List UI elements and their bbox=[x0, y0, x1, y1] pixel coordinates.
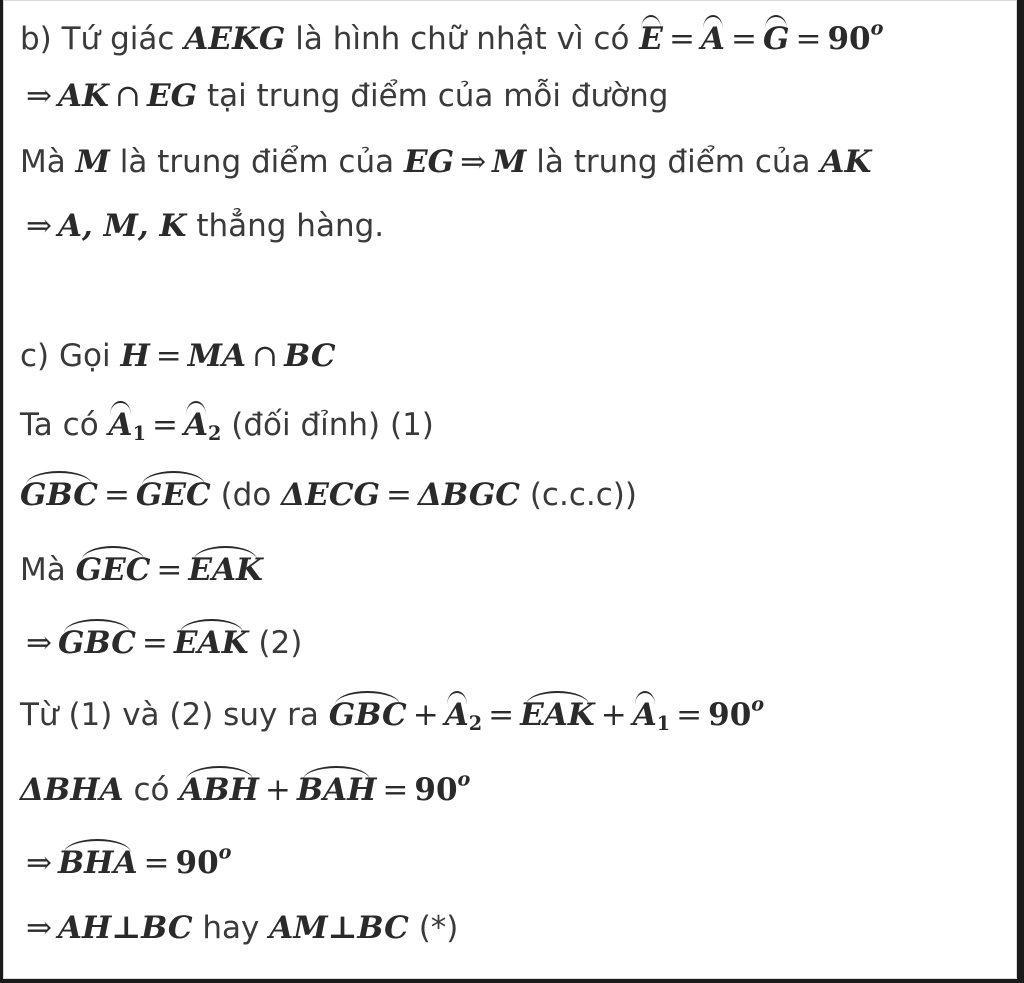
angle-hat: A bbox=[445, 691, 469, 731]
angle-hat: A bbox=[184, 401, 208, 441]
subscript: 2 bbox=[468, 711, 483, 735]
line-collinear: ⇒ A, M, K thẳng hàng. bbox=[26, 208, 385, 244]
math: MA bbox=[187, 338, 247, 374]
math: M bbox=[75, 144, 110, 180]
degree-sup: o bbox=[457, 767, 471, 791]
line-perpendicular: ⇒ AH⊥BC hay AM⊥BC (*) bbox=[26, 910, 459, 946]
angle-hat: A bbox=[701, 15, 725, 55]
subscript: 1 bbox=[132, 421, 146, 445]
angle-hat: GEC bbox=[136, 471, 211, 511]
math: AH⊥BC bbox=[57, 910, 193, 946]
math: ΔBGC bbox=[417, 477, 520, 513]
angle-hat: ABH bbox=[179, 766, 259, 806]
line-triangle-bha: ΔBHA có ABH + BAH = $90^o$ bbox=[20, 767, 471, 808]
text: (c.c.c)) bbox=[529, 477, 637, 513]
math: EG bbox=[146, 78, 198, 114]
line-diagonals: ⇒ AK ∩ EG tại trung điểm của mỗi đường bbox=[26, 78, 669, 114]
line-sum: Từ (1) và (2) suy ra GBC + $A_2$ = EAK + $A_1 = 90^o$ bbox=[20, 692, 765, 735]
text: b) Tứ giác bbox=[20, 21, 175, 57]
text: Mà bbox=[20, 552, 66, 588]
line-gbc-eak: ⇒ GBC = EAK (2) bbox=[20, 619, 302, 659]
math: BC bbox=[284, 338, 336, 374]
angle-hat: BAH bbox=[297, 766, 377, 806]
angle-hat: A bbox=[109, 401, 133, 441]
text: (2) bbox=[258, 625, 303, 661]
angle-hat: GEC bbox=[76, 546, 151, 586]
math: M bbox=[492, 144, 527, 180]
line-midpoint: Mà M là trung điểm của EG ⇒ M là trung điểm của AK bbox=[20, 144, 872, 180]
math: H bbox=[120, 338, 150, 374]
angle-hat: BHA bbox=[58, 839, 138, 879]
line-vertical-angles: Ta có $A_1 = A_2$ (đối đỉnh) (1) bbox=[20, 401, 434, 443]
text: Ta có bbox=[20, 407, 99, 443]
text: Mà bbox=[20, 144, 66, 180]
math: AEKG bbox=[184, 21, 286, 57]
number: 90 bbox=[708, 697, 752, 733]
angle-hat: EAK bbox=[174, 619, 249, 659]
line-bha-90: ⇒ BHA = $90^o$ bbox=[26, 840, 232, 881]
angle-hat: GBC bbox=[20, 471, 98, 511]
angle-hat: GBC bbox=[329, 691, 407, 731]
angle-hat: A bbox=[633, 691, 657, 731]
number: 90 bbox=[414, 772, 458, 808]
math: AM⊥BC bbox=[269, 910, 409, 946]
number: 90 bbox=[827, 21, 871, 57]
angle-hat: EAK bbox=[188, 546, 263, 586]
angle-hat: EAK bbox=[520, 691, 595, 731]
line-congruent: GBC = GEC (do ΔECG = ΔBGC (c.c.c)) bbox=[20, 471, 637, 511]
math: AK bbox=[57, 78, 109, 114]
line-c-define-h: c) Gọi H = MA ∩ BC bbox=[20, 338, 336, 374]
text: (*) bbox=[418, 910, 459, 946]
angle-hat: E bbox=[639, 15, 663, 55]
text: (do bbox=[220, 477, 272, 513]
math: AK bbox=[820, 144, 872, 180]
subscript: 1 bbox=[656, 711, 671, 735]
text: (đối đỉnh) (1) bbox=[231, 407, 434, 443]
math: EG bbox=[403, 144, 455, 180]
angle-hat: GBC bbox=[58, 619, 136, 659]
text: tại trung điểm của mỗi đường bbox=[206, 78, 669, 114]
text: là trung điểm của bbox=[536, 144, 811, 180]
text: là trung điểm của bbox=[119, 144, 395, 180]
math: ΔBHA bbox=[20, 772, 124, 808]
text: hay bbox=[202, 910, 260, 946]
math: ΔECG bbox=[281, 477, 380, 513]
math: A, M, K bbox=[57, 208, 187, 244]
line-b-rectangle: b) Tứ giác AEKG là hình chữ nhật vì có $E = A = G = 90^o$ bbox=[20, 16, 884, 57]
text: là hình chữ nhật vì có bbox=[295, 21, 630, 57]
angle-hat: G bbox=[763, 15, 789, 55]
text: có bbox=[133, 772, 170, 808]
text: Từ (1) và (2) suy ra bbox=[20, 697, 319, 733]
number: 90 bbox=[175, 845, 219, 881]
degree-sup: o bbox=[751, 692, 765, 716]
text: c) Gọi bbox=[20, 338, 111, 374]
degree-sup: o bbox=[870, 16, 884, 40]
solution-panel bbox=[3, 0, 1017, 979]
text: thẳng hàng. bbox=[196, 208, 385, 244]
degree-sup: o bbox=[218, 840, 232, 864]
subscript: 2 bbox=[208, 421, 222, 445]
line-gec-eak: Mà GEC = EAK bbox=[20, 546, 263, 586]
